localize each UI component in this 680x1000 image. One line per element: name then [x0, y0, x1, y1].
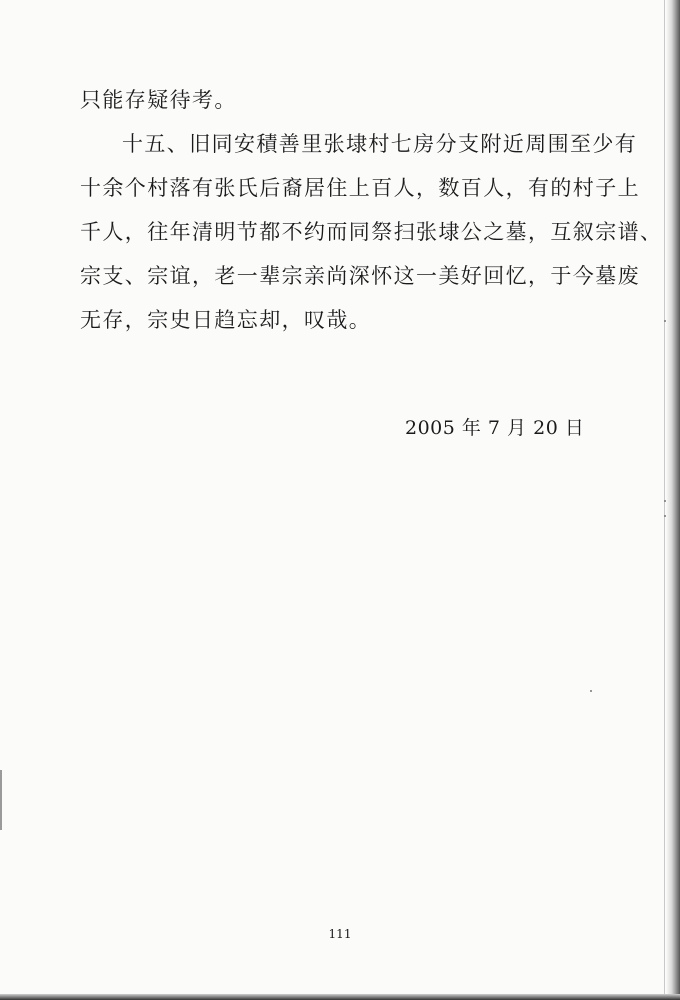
body-line-4: 千人，往年清明节都不约而同祭扫张埭公之墓，互叙宗谱、: [80, 220, 663, 244]
body-line-2: 十五、旧同安積善里张埭村七房分支附近周围至少有: [122, 132, 638, 156]
scan-speck: [664, 320, 666, 322]
body-line-5: 宗支、宗谊，老一辈宗亲尚深怀这一美好回忆，于今墓废: [80, 264, 640, 288]
document-date: 2005 年 7 月 20 日: [405, 417, 585, 439]
page-number: 111: [328, 927, 352, 941]
scan-edge-left-mark: [0, 770, 2, 830]
scan-speck: [590, 690, 592, 692]
scan-edge-bottom: [0, 994, 680, 1000]
body-line-3: 十余个村落有张氏后裔居住上百人，数百人，有的村子上: [80, 176, 640, 200]
scan-speck: [664, 515, 666, 517]
scan-edge-right: [666, 0, 680, 1000]
scan-speck: [664, 500, 666, 502]
body-line-6: 无存，宗史日趋忘却，叹哉。: [80, 308, 372, 332]
body-line-1: 只能存疑待考。: [80, 88, 237, 112]
